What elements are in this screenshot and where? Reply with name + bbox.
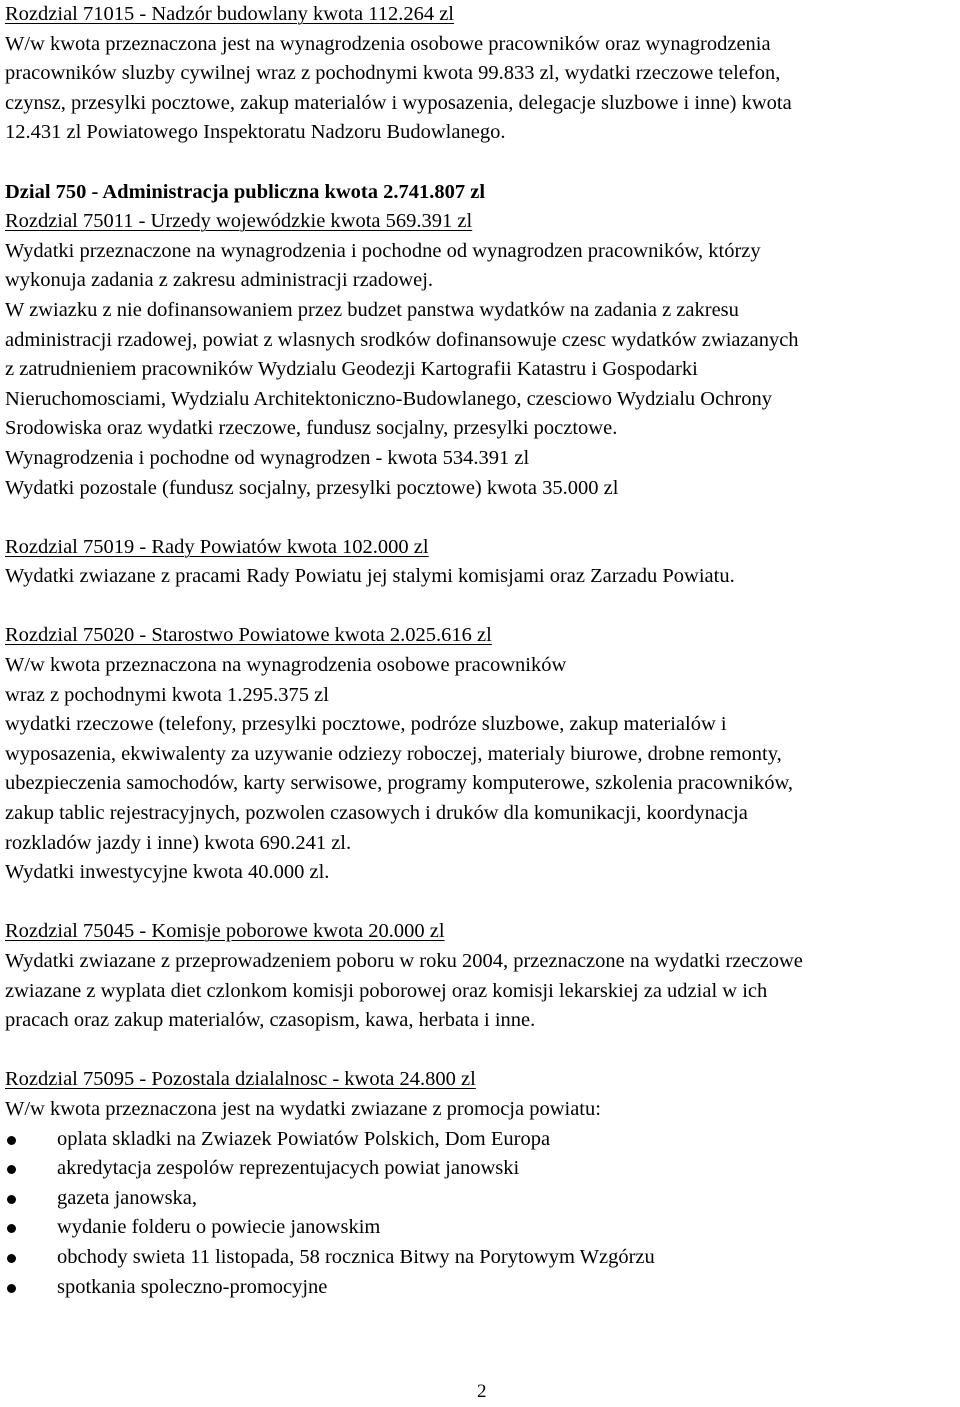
bullet-icon (7, 1165, 16, 1174)
document-page (5, 0, 960, 1302)
bullet-icon (7, 1284, 16, 1293)
bullet-icon (7, 1195, 16, 1204)
section-heading-71015: Rozdzial 71015 - Nadzór budowlany kwota 112.264 zl (5, 3, 454, 25)
paragraph-line: pracowników sluzby cywilnej wraz z pochodnymi kwota 99.833 zl, wydatki rzeczowe telefon, (5, 62, 781, 85)
list-item-text: akredytacja zespolów reprezentujacych powiat janowski (57, 1157, 520, 1180)
list-item (5, 1125, 960, 1155)
paragraph-line: ubezpieczenia samochodów, karty serwisowe, programy komputerowe, szkolenia pracowników, (5, 772, 794, 795)
paragraph-line: W/w kwota przeznaczona na wynagrodzenia osobowe pracowników (5, 654, 567, 677)
paragraph-line: rozkladów jazdy i inne) kwota 690.241 zl. (5, 831, 352, 854)
paragraph-line: W zwiazku z nie dofinansowaniem przez budzet panstwa wydatków na zadania z zakresu (5, 298, 739, 321)
page-number: 2 (477, 1381, 487, 1402)
bullet-icon (7, 1254, 16, 1263)
paragraph-line: Wydatki zwiazane z przeprowadzeniem poboru w roku 2004, przeznaczone na wydatki rzeczowe (5, 950, 803, 972)
paragraph-line: W/w kwota przeznaczona jest na wydatki zwiazane z promocja powiatu: (5, 1097, 601, 1120)
paragraph-line: wydatki rzeczowe (telefony, przesylki pocztowe, podróze sluzbowe, zakup materialów i (5, 713, 727, 736)
spacer (5, 592, 960, 622)
list-item (5, 1273, 960, 1303)
paragraph-line: Wydatki przeznaczone na wynagrodzenia i pochodne od wynagrodzen pracowników, którzy (5, 239, 761, 262)
paragraph-line: W/w kwota przeznaczona jest na wynagrodzenia osobowe pracowników oraz wynagrodzenia (5, 32, 771, 55)
spacer (5, 1036, 960, 1066)
list-item-text: obchody swieta 11 listopada, 58 rocznica Bitwy na Porytowym Wzgórzu (57, 1245, 655, 1268)
paragraph-line: zwiazane z wyplata diet czlonkom komisji poborowej oraz komisji lekarskiej za udzial w ich (5, 979, 768, 1002)
list-item (5, 1243, 960, 1273)
bullet-icon (7, 1136, 16, 1145)
paragraph-line: z zatrudnieniem pracowników Wydzialu Geodezji Kartografii Katastru i Gospodarki (5, 358, 698, 381)
list-item-text: oplata skladki na Zwiazek Powiatów Polskich, Dom Europa (57, 1127, 551, 1150)
paragraph-line: wyposazenia, ekwiwalenty za uzywanie odziezy roboczej, materialy biurowe, drobne remonty, (5, 742, 782, 765)
section-heading-75095: Rozdzial 75095 - Pozostala dzialalnosc - kwota 24.800 zl (5, 1068, 476, 1091)
paragraph-line: Wydatki zwiazane z pracami Rady Powiatu jej stalymi komisjami oraz Zarzadu Powiatu. (5, 565, 735, 588)
paragraph-line: Wydatki inwestycyjne kwota 40.000 zl. (5, 861, 330, 884)
paragraph-line: 12.431 zl Powiatowego Inspektoratu Nadzoru Budowlanego. (5, 121, 506, 144)
section-heading-75020: Rozdzial 75020 - Starostwo Powiatowe kwota 2.025.616 zl (5, 624, 492, 647)
paragraph-line: Nieruchomosciami, Wydzialu Architektoniczno-Budowlanego, czesciowo Wydzialu Ochrony (5, 387, 773, 410)
list-item-text: spotkania spoleczno-promocyjne (57, 1275, 328, 1298)
paragraph-line: wraz z pochodnymi kwota 1.295.375 zl (5, 683, 329, 706)
bullet-icon (7, 1224, 16, 1233)
list-item-text: gazeta janowska, (57, 1186, 198, 1209)
list-item (5, 1184, 960, 1214)
section-heading-75045: Rozdzial 75045 - Komisje poborowe kwota 20.000 zl (5, 920, 445, 943)
spacer (5, 888, 960, 918)
list-item (5, 1213, 960, 1243)
paragraph-line: czynsz, przesylki pocztowe, zakup materialów i wyposazenia, delegacje sluzbowe i inne) kwota (5, 91, 792, 114)
chapter-heading-750: Dzial 750 - Administracja publiczna kwota 2.741.807 zl (5, 180, 486, 203)
section-heading-75019: Rozdzial 75019 - Rady Powiatów kwota 102.000 zl (5, 535, 429, 558)
spacer (5, 148, 960, 178)
paragraph-line: Wydatki pozostale (fundusz socjalny, przesylki pocztowe) kwota 35.000 zl (5, 476, 619, 499)
paragraph-line: administracji rzadowej, powiat z wlasnych srodków dofinansowuje czesc wydatków zwiazanych (5, 328, 799, 351)
section-heading-75011: Rozdzial 75011 - Urzedy wojewódzkie kwota 569.391 zl (5, 210, 473, 233)
paragraph-line: Wynagrodzenia i pochodne od wynagrodzen - kwota 534.391 zl (5, 446, 530, 469)
promotion-bullet-list (5, 1125, 960, 1303)
list-item (5, 1154, 960, 1184)
paragraph-line: Srodowiska oraz wydatki rzeczowe, fundusz socjalny, przesylki pocztowe. (5, 417, 618, 440)
list-item-text: wydanie folderu o powiecie janowskim (57, 1216, 381, 1239)
paragraph-line: zakup tablic rejestracyjnych, pozwolen czasowych i druków dla komunikacji, koordynacja (5, 802, 748, 825)
spacer (5, 503, 960, 533)
paragraph-line: wykonuja zadania z zakresu administracji rzadowej. (5, 269, 434, 292)
paragraph-line: pracach oraz zakup materialów, czasopism, kawa, herbata i inne. (5, 1009, 536, 1032)
